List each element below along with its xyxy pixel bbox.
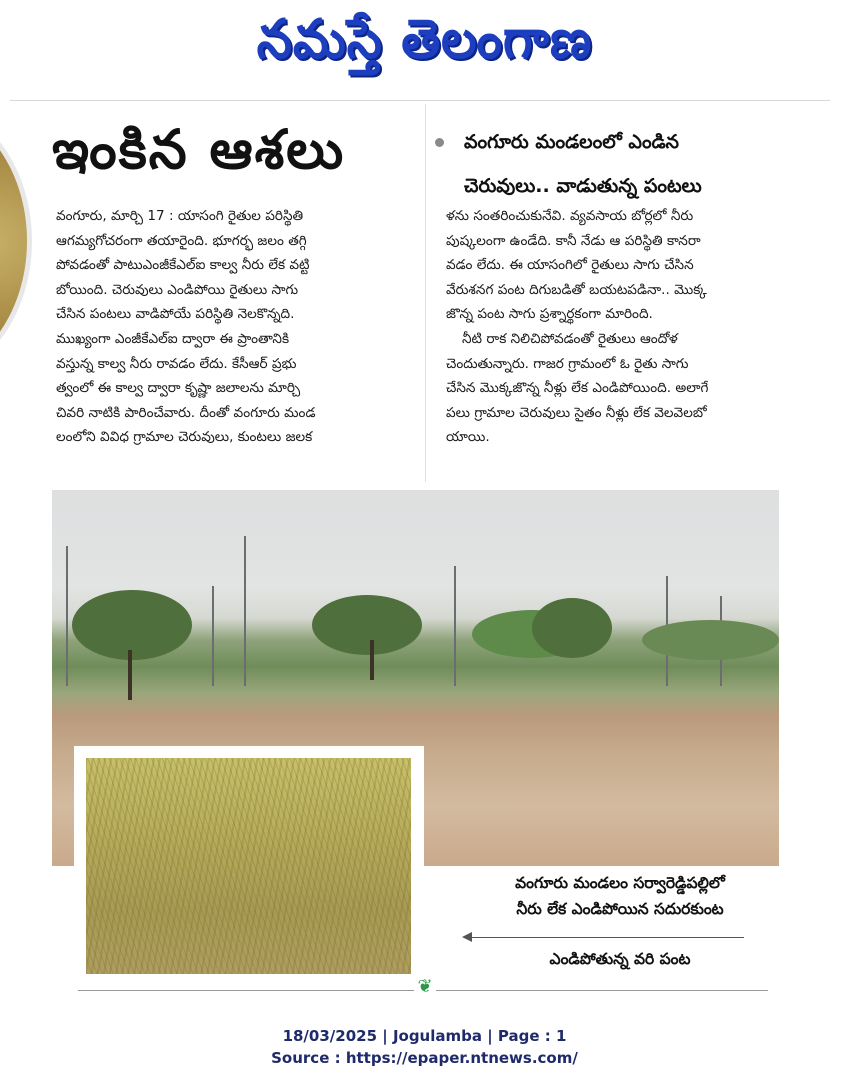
text-line: జొన్న పంట సాగు ప్రశ్నార్థకంగా మారింది.	[446, 306, 653, 323]
column-divider	[425, 104, 426, 482]
headline: ఇంకిన ఆశలు	[52, 118, 346, 181]
footer-source: Source : https://epaper.ntnews.com/	[271, 1049, 578, 1067]
text-line: ళను సంతరించుకునేవి. వ్యవసాయ బోర్లలో నీరు	[446, 208, 694, 224]
photo-caption	[470, 870, 770, 922]
masthead-logo: నమస్తే తెలంగాణ	[256, 7, 593, 71]
text-line: పోవడంతో పాటుఎంజీకేఎల్ఐ కాల్వ నీరు లేక వట్టి	[56, 257, 310, 274]
sub-headline-line: వంగూరు మండలంలో ఎండిన	[464, 131, 679, 153]
inset-caption: ఎండిపోతున్న వరి పంట	[549, 950, 691, 968]
text-line: నీటి రాక నిలిచిపోవడంతో రైతులు ఆందోళ	[462, 330, 678, 347]
cropped-photo-arc	[0, 100, 32, 382]
text-line: చెందుతున్నారు. గాజర గ్రామంలో ఓ రైతు సాగు	[446, 355, 689, 372]
power-tower	[244, 536, 246, 686]
bullet-dot	[435, 138, 444, 147]
text-line: చివరి నాటికి పారించేవారు. దీంతో వంగూరు మండ	[56, 404, 316, 421]
left-column-text	[56, 204, 412, 450]
paddy-crop-photo	[86, 758, 411, 974]
text-line: లంలోని వివిధ గ్రామాల చెరువులు, కుంటలు జలక	[56, 429, 313, 446]
text-line: త్వంలో ఈ కాల్వ ద్వారా కృష్ణా జలాలను మార్చి	[56, 380, 301, 397]
text-line: బోయింది. చెరువులు ఎండిపోయి రైతులు సాగు	[56, 281, 299, 298]
tree-trunk	[370, 640, 374, 680]
text-line: చేసిన పంటలు వాడిపోయే పరిస్థితి నెలకొన్నది.	[56, 306, 295, 323]
text-line: పలు గ్రామాల చెరువులు సైతం నీళ్లు లేక వెలవెలబో	[446, 404, 707, 421]
tree	[532, 598, 612, 658]
caption-line: వంగూరు మండలం సర్వారెడ్డిపల్లిలో	[515, 874, 725, 892]
tree-trunk	[128, 650, 132, 700]
top-rule	[10, 100, 830, 101]
text-line: వంగూరు, మార్చి 17 : యాసంగి రైతుల పరిస్థితి	[56, 208, 304, 224]
power-tower	[212, 586, 214, 686]
tree	[312, 595, 422, 655]
text-line: యాయి.	[446, 429, 490, 446]
text-line: ఆగమ్యగోచరంగా తయారైంది. భూగర్భ జలం తగ్గి	[56, 232, 307, 249]
power-tower	[66, 546, 68, 686]
power-tower	[454, 566, 456, 686]
text-line: వడం లేదు. ఈ యాసంగిలో రైతులు సాగు చేసిన	[446, 257, 694, 274]
text-line: వేరుశనగ పంట దిగుబడితో బయటపడినా.. మొక్క	[446, 281, 707, 298]
text-line: వస్తున్న కాల్వ నీరు రావడం లేదు. కేసీఆర్ ప్రభు	[56, 355, 297, 372]
arrow-line	[470, 937, 744, 938]
tree	[72, 590, 192, 660]
right-column-text	[446, 204, 784, 450]
sub-headline-line: చెరువులు.. వాడుతున్న పంటలు	[464, 175, 702, 197]
footer-date-edition: 18/03/2025 | Jogulamba | Page : 1	[282, 1027, 567, 1045]
sub-headline	[464, 120, 794, 208]
leaf-logo-icon: ❦	[414, 976, 436, 998]
text-line: చేసిన మొక్కజొన్న నీళ్లు లేక ఎండిపోయింది. అలాగే	[446, 380, 709, 397]
tree	[642, 620, 779, 660]
text-line: పుష్కలంగా ఉండేది. కానీ నేడు ఆ పరిస్థితి కానరా	[446, 232, 701, 249]
text-line: ముఖ్యంగా ఎంజీకేఎల్ఐ ద్వారా ఈ ప్రాంతానికి	[56, 330, 290, 347]
caption-line: నీరు లేక ఎండిపోయిన సదురకుంట	[516, 900, 724, 918]
